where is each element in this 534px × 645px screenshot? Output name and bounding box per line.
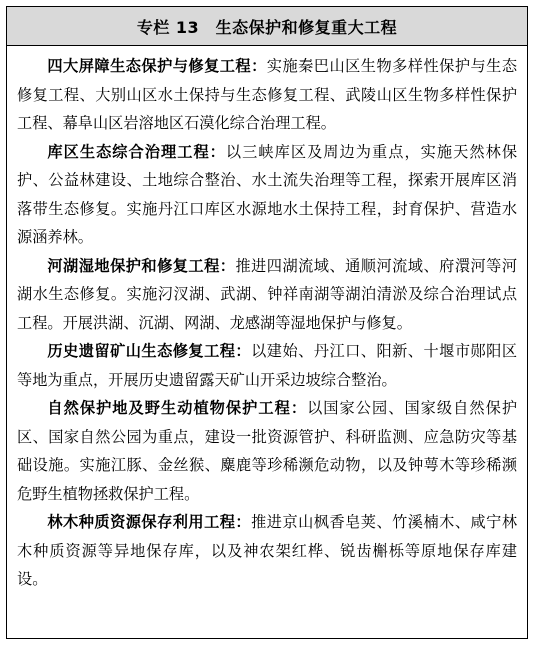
paragraph-body: 以三峡库区及周边为重点，实施天然林保护、公益林建设、土地综合整治、水土流失治理等工程，探索开展库区消落带生态修复。实施丹江口库区水源地水土保持工程，封育保护、营造水源涵养林。 <box>17 142 518 246</box>
paragraph-body: 推进四湖流域、通顺河流域、府澴河等河湖水生态修复。实施汈汊湖、武湖、钟祥南湖等湖泊清淤及综合治理试点工程。开展洪湖、沉湖、网湖、龙感湖等湿地保护与修复。 <box>17 256 518 332</box>
paragraph-mine <box>17 337 517 394</box>
sidebar-box <box>6 6 528 639</box>
box-title: 专栏 13 生态保护和修复重大工程 <box>7 7 527 46</box>
box-content <box>7 46 527 594</box>
paragraph-body: 以国家公园、国家级自然保护区、国家自然公园为重点，建设一批资源管护、科研监测、应急防灾等基础设施。实施江豚、金丝猴、麋鹿等珍稀濒危动物，以及钟萼木等珍稀濒危野生植物拯救保护工程。 <box>17 399 518 503</box>
paragraph-heading: 河湖湿地保护和修复工程： <box>47 256 236 275</box>
paragraph-heading: 历史遗留矿山生态修复工程： <box>47 342 252 360</box>
paragraph-germplasm <box>17 508 517 594</box>
paragraph-heading: 林木种质资源保存利用工程： <box>47 513 252 531</box>
paragraph-body: 推进京山枫香皂荚、竹溪楠木、咸宁林木种质资源等异地保存库，以及神农架红桦、锐齿槲栎等原地保存库建设。 <box>17 513 518 588</box>
paragraph-reservoir <box>17 138 517 252</box>
paragraph-wildlife <box>17 394 517 508</box>
paragraph-heading: 库区生态综合治理工程： <box>47 142 226 161</box>
paragraph-heading: 自然保护地及野生动植物保护工程： <box>47 399 308 417</box>
paragraph-body: 实施秦巴山区生物多样性保护与生态修复工程、大别山区水土保持与生态修复工程、武陵山区生物多样性保护工程、幕阜山区岩溶地区石漠化综合治理工程。 <box>17 57 518 132</box>
paragraph-four-barriers <box>17 52 517 138</box>
paragraph-heading: 四大屏障生态保护与修复工程： <box>47 57 267 75</box>
paragraph-body: 以建始、丹江口、阳新、十堰市郧阳区等地为重点，开展历史遗留露天矿山开采边坡综合整治。 <box>17 342 518 389</box>
paragraph-wetland <box>17 252 517 338</box>
